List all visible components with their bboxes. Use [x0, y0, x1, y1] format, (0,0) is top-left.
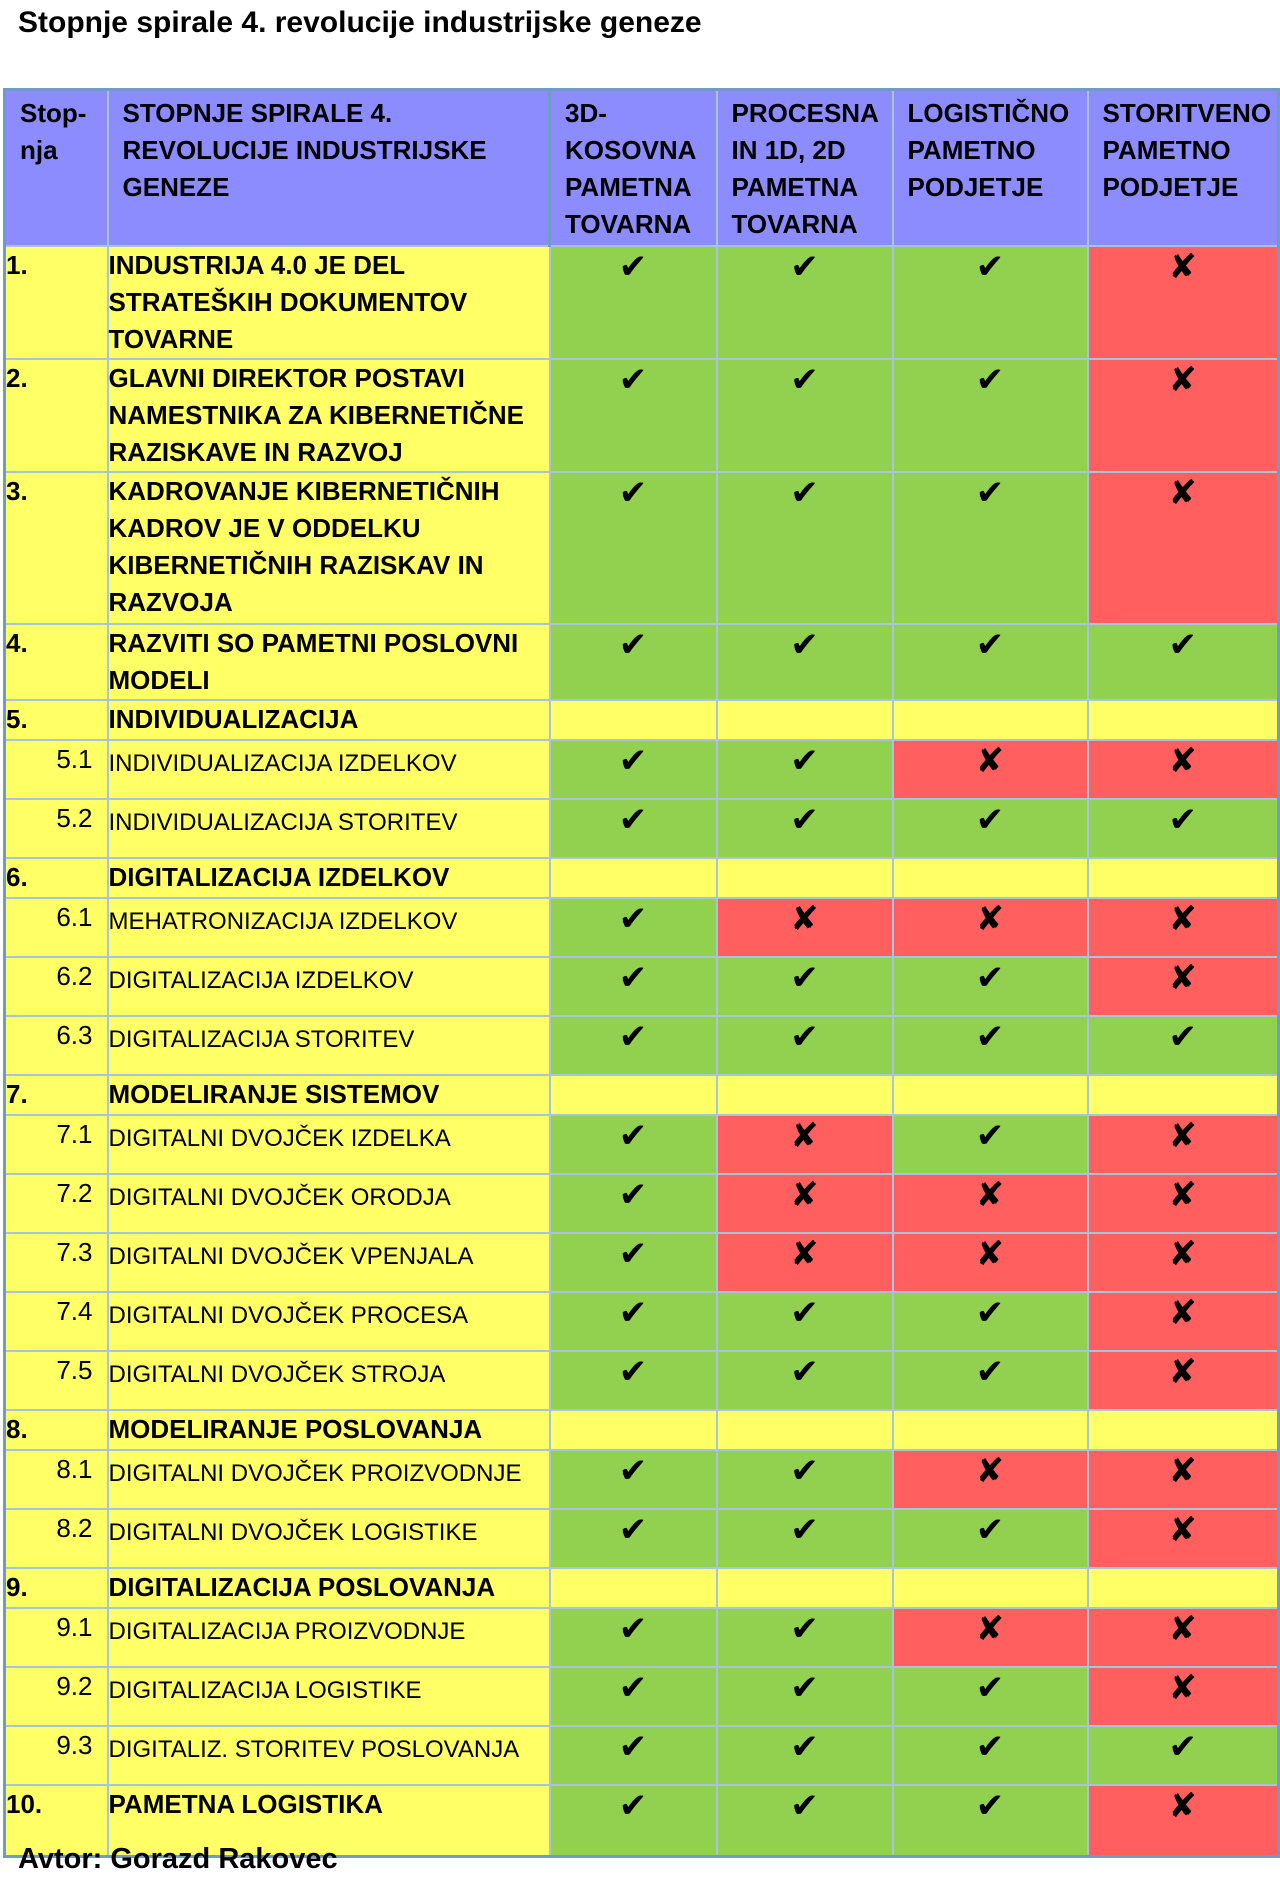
- column-header-3d-factory: 3D- KOSOVNA PAMETNA TOVARNA: [550, 90, 717, 247]
- checkmark-icon: ✔: [717, 624, 893, 700]
- cross-icon: ✘: [717, 898, 893, 957]
- table-row: [5, 858, 1279, 898]
- stage-label: MODELIRANJE POSLOVANJA: [108, 1410, 550, 1450]
- stage-number: 6.3: [5, 1016, 108, 1075]
- checkmark-icon: ✔: [717, 1292, 893, 1351]
- empty-cell: [893, 1568, 1088, 1608]
- stage-number: 5.2: [5, 799, 108, 858]
- empty-cell: [1088, 1075, 1279, 1115]
- cross-icon: ✘: [1088, 359, 1279, 472]
- checkmark-icon: ✔: [1088, 799, 1279, 858]
- author-note: Avtor: Gorazd Rakovec: [18, 1843, 338, 1875]
- empty-cell: [893, 1410, 1088, 1450]
- checkmark-icon: ✔: [893, 1667, 1088, 1726]
- column-header-stage: Stop- nja: [5, 90, 108, 247]
- empty-cell: [893, 700, 1088, 740]
- empty-cell: [550, 700, 717, 740]
- cross-icon: ✘: [1088, 1351, 1279, 1410]
- cross-icon: ✘: [1088, 246, 1279, 359]
- stage-number: 7.: [5, 1075, 108, 1115]
- stage-label: PAMETNA LOGISTIKA: [108, 1785, 550, 1856]
- stage-label: GLAVNI DIREKTOR POSTAVI NAMESTNIKA ZA KIBERNETIČNE RAZISKAVE IN RAZVOJ: [108, 359, 550, 472]
- table-row: [5, 1351, 1279, 1410]
- checkmark-icon: ✔: [550, 1785, 717, 1856]
- empty-cell: [550, 1075, 717, 1115]
- stage-label: DIGITALIZACIJA POSLOVANJA: [108, 1568, 550, 1608]
- stage-label: INDIVIDUALIZACIJA IZDELKOV: [108, 740, 550, 799]
- stage-label: DIGITALIZACIJA IZDELKOV: [108, 858, 550, 898]
- cross-icon: ✘: [1088, 1174, 1279, 1233]
- table-row: [5, 1667, 1279, 1726]
- checkmark-icon: ✔: [550, 1667, 717, 1726]
- table-row: [5, 957, 1279, 1016]
- checkmark-icon: ✔: [717, 740, 893, 799]
- checkmark-icon: ✔: [1088, 1016, 1279, 1075]
- checkmark-icon: ✔: [717, 799, 893, 858]
- table-row: [5, 1410, 1279, 1450]
- table-row: [5, 898, 1279, 957]
- table-row: [5, 1608, 1279, 1667]
- stage-number: 7.4: [5, 1292, 108, 1351]
- cross-icon: ✘: [893, 1608, 1088, 1667]
- stage-number: 8.1: [5, 1450, 108, 1509]
- empty-cell: [1088, 1568, 1279, 1608]
- stages-table: [3, 88, 1280, 1858]
- stage-number: 5.1: [5, 740, 108, 799]
- empty-cell: [1088, 1410, 1279, 1450]
- stage-label: DIGITALNI DVOJČEK PROIZVODNJE: [108, 1450, 550, 1509]
- checkmark-icon: ✔: [893, 957, 1088, 1016]
- stage-label: KADROVANJE KIBERNETIČNIH KADROV JE V ODDELKU KIBERNETIČNIH RAZISKAV IN RAZVOJA: [108, 472, 550, 624]
- stage-number: 2.: [5, 359, 108, 472]
- table-row: [5, 1075, 1279, 1115]
- checkmark-icon: ✔: [550, 359, 717, 472]
- table-row: [5, 472, 1279, 624]
- checkmark-icon: ✔: [550, 1608, 717, 1667]
- checkmark-icon: ✔: [550, 246, 717, 359]
- stage-number: 1.: [5, 246, 108, 359]
- cross-icon: ✘: [717, 1115, 893, 1174]
- stage-label: DIGITALNI DVOJČEK IZDELKA: [108, 1115, 550, 1174]
- stage-label: RAZVITI SO PAMETNI POSLOVNI MODELI: [108, 624, 550, 700]
- checkmark-icon: ✔: [893, 1292, 1088, 1351]
- stage-number: 6.2: [5, 957, 108, 1016]
- stage-number: 8.2: [5, 1509, 108, 1568]
- stage-number: 7.1: [5, 1115, 108, 1174]
- cross-icon: ✘: [1088, 1785, 1279, 1856]
- checkmark-icon: ✔: [893, 1115, 1088, 1174]
- cross-icon: ✘: [1088, 1608, 1279, 1667]
- empty-cell: [717, 1410, 893, 1450]
- cross-icon: ✘: [893, 740, 1088, 799]
- table-body: [5, 246, 1279, 1856]
- checkmark-icon: ✔: [550, 740, 717, 799]
- checkmark-icon: ✔: [550, 1233, 717, 1292]
- empty-cell: [550, 858, 717, 898]
- cross-icon: ✘: [893, 1450, 1088, 1509]
- stage-label: DIGITALIZ. STORITEV POSLOVANJA: [108, 1726, 550, 1785]
- cross-icon: ✘: [717, 1174, 893, 1233]
- stage-label: MODELIRANJE SISTEMOV: [108, 1075, 550, 1115]
- table-row: [5, 1509, 1279, 1568]
- checkmark-icon: ✔: [550, 472, 717, 624]
- checkmark-icon: ✔: [717, 1785, 893, 1856]
- cross-icon: ✘: [1088, 1667, 1279, 1726]
- checkmark-icon: ✔: [717, 246, 893, 359]
- stage-label: INDIVIDUALIZACIJA: [108, 700, 550, 740]
- checkmark-icon: ✔: [1088, 624, 1279, 700]
- cross-icon: ✘: [1088, 1233, 1279, 1292]
- stage-number: 9.3: [5, 1726, 108, 1785]
- stage-label: DIGITALIZACIJA LOGISTIKE: [108, 1667, 550, 1726]
- checkmark-icon: ✔: [893, 1785, 1088, 1856]
- checkmark-icon: ✔: [717, 1726, 893, 1785]
- checkmark-icon: ✔: [717, 1351, 893, 1410]
- stage-number: 7.3: [5, 1233, 108, 1292]
- table-row: [5, 700, 1279, 740]
- checkmark-icon: ✔: [550, 1292, 717, 1351]
- table-row: [5, 1115, 1279, 1174]
- empty-cell: [893, 1075, 1088, 1115]
- checkmark-icon: ✔: [717, 1450, 893, 1509]
- cross-icon: ✘: [893, 898, 1088, 957]
- checkmark-icon: ✔: [550, 1174, 717, 1233]
- stage-number: 7.5: [5, 1351, 108, 1410]
- empty-cell: [1088, 700, 1279, 740]
- stage-number: 9.1: [5, 1608, 108, 1667]
- table-header-row: [5, 90, 1279, 247]
- cross-icon: ✘: [893, 1233, 1088, 1292]
- table-row: [5, 799, 1279, 858]
- cross-icon: ✘: [1088, 1509, 1279, 1568]
- empty-cell: [550, 1568, 717, 1608]
- checkmark-icon: ✔: [550, 1351, 717, 1410]
- stage-label: INDIVIDUALIZACIJA STORITEV: [108, 799, 550, 858]
- column-header-logistics-company: LOGISTIČNO PAMETNO PODJETJE: [893, 90, 1088, 247]
- checkmark-icon: ✔: [550, 1115, 717, 1174]
- stage-label: DIGITALNI DVOJČEK VPENJALA: [108, 1233, 550, 1292]
- stage-label: DIGITALIZACIJA IZDELKOV: [108, 957, 550, 1016]
- checkmark-icon: ✔: [893, 799, 1088, 858]
- checkmark-icon: ✔: [550, 898, 717, 957]
- stage-number: 9.2: [5, 1667, 108, 1726]
- table-row: [5, 740, 1279, 799]
- stage-number: 3.: [5, 472, 108, 624]
- checkmark-icon: ✔: [550, 1509, 717, 1568]
- empty-cell: [550, 1410, 717, 1450]
- table-row: [5, 1174, 1279, 1233]
- table-row: [5, 1568, 1279, 1608]
- cross-icon: ✘: [1088, 957, 1279, 1016]
- checkmark-icon: ✔: [717, 1667, 893, 1726]
- stage-label: INDUSTRIJA 4.0 JE DEL STRATEŠKIH DOKUMENTOV TOVARNE: [108, 246, 550, 359]
- empty-cell: [1088, 858, 1279, 898]
- checkmark-icon: ✔: [717, 472, 893, 624]
- empty-cell: [893, 858, 1088, 898]
- checkmark-icon: ✔: [893, 1509, 1088, 1568]
- cross-icon: ✘: [893, 1174, 1088, 1233]
- checkmark-icon: ✔: [893, 1726, 1088, 1785]
- checkmark-icon: ✔: [550, 624, 717, 700]
- checkmark-icon: ✔: [717, 1608, 893, 1667]
- table-row: [5, 1016, 1279, 1075]
- table-row: [5, 1450, 1279, 1509]
- empty-cell: [717, 700, 893, 740]
- checkmark-icon: ✔: [717, 1016, 893, 1075]
- checkmark-icon: ✔: [550, 1726, 717, 1785]
- page-title: Stopnje spirale 4. revolucije industrijske geneze: [18, 6, 702, 39]
- checkmark-icon: ✔: [717, 957, 893, 1016]
- stage-number: 10.: [5, 1785, 108, 1856]
- stage-number: 6.1: [5, 898, 108, 957]
- checkmark-icon: ✔: [893, 472, 1088, 624]
- table-row: [5, 246, 1279, 359]
- column-header-process-factory: PROCESNA IN 1D, 2D PAMETNA TOVARNA: [717, 90, 893, 247]
- checkmark-icon: ✔: [893, 359, 1088, 472]
- stage-number: 5.: [5, 700, 108, 740]
- stage-number: 6.: [5, 858, 108, 898]
- stage-number: 9.: [5, 1568, 108, 1608]
- checkmark-icon: ✔: [893, 246, 1088, 359]
- stage-label: MEHATRONIZACIJA IZDELKOV: [108, 898, 550, 957]
- checkmark-icon: ✔: [1088, 1726, 1279, 1785]
- stage-number: 8.: [5, 1410, 108, 1450]
- cross-icon: ✘: [1088, 1292, 1279, 1351]
- table-row: [5, 1726, 1279, 1785]
- table-row: [5, 1233, 1279, 1292]
- checkmark-icon: ✔: [717, 1509, 893, 1568]
- table-row: [5, 1292, 1279, 1351]
- cross-icon: ✘: [1088, 1115, 1279, 1174]
- stage-number: 4.: [5, 624, 108, 700]
- checkmark-icon: ✔: [550, 1016, 717, 1075]
- cross-icon: ✘: [1088, 740, 1279, 799]
- checkmark-icon: ✔: [550, 799, 717, 858]
- table-row: [5, 624, 1279, 700]
- stage-label: DIGITALIZACIJA STORITEV: [108, 1016, 550, 1075]
- checkmark-icon: ✔: [550, 1450, 717, 1509]
- table-row: [5, 359, 1279, 472]
- column-header-service-company: STORITVENO PAMETNO PODJETJE: [1088, 90, 1279, 247]
- checkmark-icon: ✔: [893, 624, 1088, 700]
- checkmark-icon: ✔: [893, 1351, 1088, 1410]
- stage-label: DIGITALNI DVOJČEK LOGISTIKE: [108, 1509, 550, 1568]
- stage-number: 7.2: [5, 1174, 108, 1233]
- checkmark-icon: ✔: [893, 1016, 1088, 1075]
- checkmark-icon: ✔: [717, 359, 893, 472]
- stage-label: DIGITALNI DVOJČEK STROJA: [108, 1351, 550, 1410]
- cross-icon: ✘: [1088, 898, 1279, 957]
- stage-label: DIGITALNI DVOJČEK ORODJA: [108, 1174, 550, 1233]
- checkmark-icon: ✔: [550, 957, 717, 1016]
- stage-label: DIGITALIZACIJA PROIZVODNJE: [108, 1608, 550, 1667]
- empty-cell: [717, 1568, 893, 1608]
- empty-cell: [717, 858, 893, 898]
- stage-label: DIGITALNI DVOJČEK PROCESA: [108, 1292, 550, 1351]
- cross-icon: ✘: [1088, 472, 1279, 624]
- column-header-description: STOPNJE SPIRALE 4. REVOLUCIJE INDUSTRIJSKE GENEZE: [108, 90, 550, 247]
- empty-cell: [717, 1075, 893, 1115]
- cross-icon: ✘: [717, 1233, 893, 1292]
- cross-icon: ✘: [1088, 1450, 1279, 1509]
